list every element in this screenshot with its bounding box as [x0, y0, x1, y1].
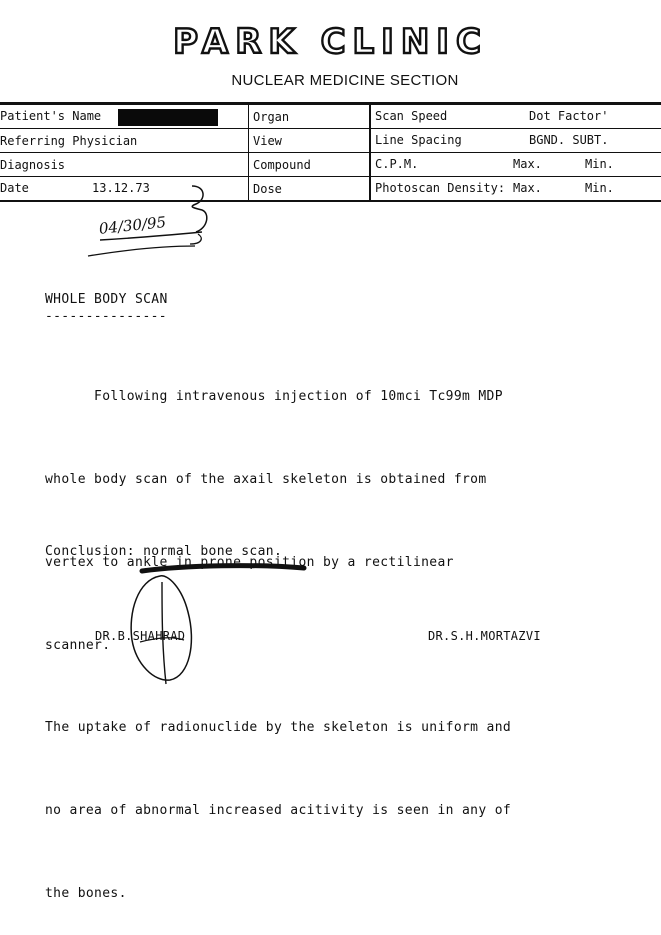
compound-label: Compound: [249, 153, 371, 177]
patient-name-label: Patient's Name: [0, 109, 102, 123]
redaction-bar: [118, 109, 218, 126]
heading-rule: ---------------: [45, 309, 167, 324]
diagnosis-label: Diagnosis: [0, 153, 249, 177]
report-line: the bones.: [45, 885, 127, 901]
form-row: [0, 129, 661, 153]
photoscan-density-label: Photoscan Density:: [375, 181, 506, 195]
report-line: vertex to ankle in prone position by a rectilinear: [45, 554, 454, 570]
section-title: NUCLEAR MEDICINE SECTION: [231, 72, 459, 89]
handwritten-date: 04/30/95: [98, 212, 167, 238]
density-min-label: Min.: [585, 181, 614, 195]
cpm-label: C.P.M.: [375, 157, 419, 171]
report-line: whole body scan of the axail skeleton is obtained from: [45, 471, 487, 487]
date-value: 13.12.73: [92, 181, 150, 195]
report-line: Following intravenous injection of 10mci Tc99m MDP: [45, 389, 503, 405]
dot-factor-label: Dot Factor': [529, 109, 609, 123]
signature-right-name: DR.S.H.MORTAZVI: [428, 629, 541, 643]
view-label: View: [249, 129, 371, 153]
form-row: [0, 104, 661, 129]
report-line: scanner.: [45, 637, 111, 653]
cpm-max-label: Max.: [513, 157, 542, 171]
dose-label: Dose: [249, 177, 371, 202]
signature-left-name: DR.B.SHAHRAD: [95, 629, 186, 643]
line-spacing-label: Line Spacing: [375, 133, 462, 147]
report-line: no area of abnormal increased acitivity is seen in any of: [45, 803, 512, 819]
organ-label: Organ: [249, 104, 371, 129]
report-heading: WHOLE BODY SCAN: [45, 292, 168, 307]
report-line: The uptake of radionuclide by the skeleton is uniform and: [45, 720, 512, 736]
clinic-name: PARK CLINIC: [173, 22, 488, 62]
cpm-min-label: Min.: [585, 157, 614, 171]
density-max-label: Max.: [513, 181, 542, 195]
date-label: Date: [0, 181, 29, 195]
conclusion: Conclusion: normal bone scan.: [45, 544, 283, 559]
scan-speed-label: Scan Speed: [375, 109, 448, 123]
form-row: [0, 153, 661, 177]
referring-physician-label: Referring Physician: [0, 129, 249, 153]
bgnd-subt-label: BGND. SUBT.: [529, 133, 609, 147]
